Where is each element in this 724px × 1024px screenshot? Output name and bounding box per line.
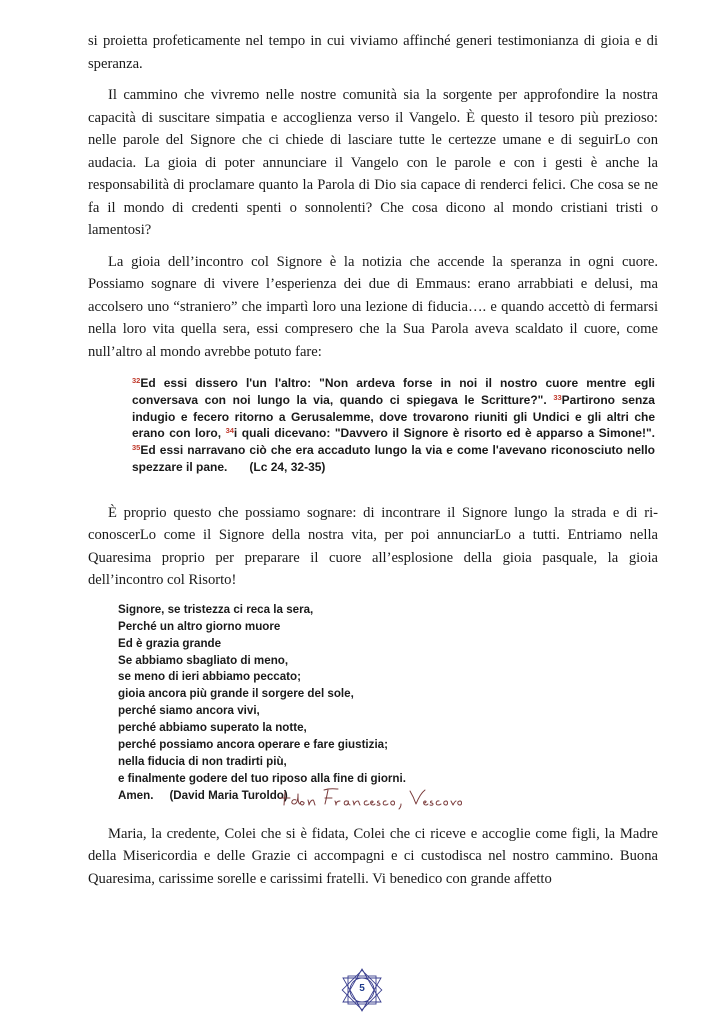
poem-author: (David Maria Turoldo) bbox=[169, 788, 288, 802]
verse-34: i quali dicevano: "Davvero il Signore è risorto ed è apparso a Simone!". bbox=[233, 426, 655, 441]
poem-line: perché possiamo ancora operare e fare giustizia; bbox=[118, 738, 388, 752]
paragraph-1: si proietta profeticamente nel tempo in cui viviamo affinché generi testimonianza di gioia e di speranza. bbox=[88, 33, 658, 72]
paragraph-2: Il cammino che vivremo nelle nostre comunità sia la sorgente per approfondire la nostra capacità di suscitare simpatia e accoglienza verso il Vangelo. È questo il tesoro più prezioso: nelle parole del Signore che ci chiede di lasciare tutte le certezze umane e di seguirLo con audacia. La gioia di poter annunciare il Vangelo con le parole e con i gesti è anche la responsabilità di proclamare quanto la Parola di Dio sia capace di renderci felici. Che cosa se ne fa il mondo di credenti spenti o sonnolenti? Che cosa dicono al mondo cristiani tristi o lamentosi? bbox=[88, 87, 658, 238]
scripture-quote bbox=[132, 375, 655, 476]
poem-line: nella fiducia di non tradirti più, bbox=[118, 754, 287, 768]
poem-line: gioia ancora più grande il sorgere del sole, bbox=[118, 687, 354, 701]
poem-amen: Amen. bbox=[118, 788, 154, 802]
paragraph-3: La gioia dell’incontro col Signore è la notizia che accende la speranza in ogni cuore. Possiamo sognare di vivere l’esperienza dei due di Emmaus: erano arrabbiati e delusi, ma accolsero uno “straniero” che impartì loro una lezione di fiducia…. e quando accettò di fermarsi nella loro vita quella sera, essi compresero che la Sua Parola aveva scaldato il cuore, come null’altro al mondo avrebbe potuto fare: bbox=[88, 253, 658, 360]
poem-line: e finalmente godere del tuo riposo alla fine di giorni. bbox=[118, 771, 406, 785]
verse-number-35: 35 bbox=[132, 443, 141, 453]
verse-number-32: 32 bbox=[132, 376, 141, 385]
poem-line: Perché un altro giorno muore bbox=[118, 619, 281, 633]
quote-reference: (Lc 24, 32-35) bbox=[249, 459, 326, 474]
poem-line: Se abbiamo sbagliato di meno, bbox=[118, 653, 289, 667]
page-content bbox=[88, 30, 658, 890]
verse-number-34: 34 bbox=[225, 426, 234, 436]
verse-33: Partirono senza indugio e fecero ritorno a Gerusalemme, dove trovarono riuniti gli Undici e gli altri che erano con loro, bbox=[132, 392, 655, 441]
paragraph-4: È proprio questo che possiamo sognare: di incontrare il Signore lungo la strada e di ri-conoscerLo come il Signore della nostra vita, per poi annunciarLo a tutti. Entriamo nella Quaresima proprio per preparare il cuore all’esplosione della gioia pasquale, la gioia dell’incontro col Risorto! bbox=[88, 504, 658, 589]
poem-line: Ed è grazia grande bbox=[118, 636, 222, 650]
poem-line: Signore, se tristezza ci reca la sera, bbox=[118, 602, 314, 616]
poem-line: se meno di ieri abbiamo peccato; bbox=[118, 670, 301, 684]
paragraph-5: Maria, la credente, Colei che si è fidata, Colei che ci riceve e accoglie come figli, la Madre della Misericordia e delle Grazie ci accompagni e ci custodisca nel nostro cammino. Buona Quaresima, carissime sorelle e carissimi fratelli. Vi benedico con grande affetto bbox=[88, 825, 658, 887]
poem-line: perché siamo ancora vivi, bbox=[118, 704, 260, 718]
verse-35: Ed essi narravano ciò che era accaduto lungo la via e come l'avevano riconosciuto nello spezzare il pane. bbox=[132, 443, 655, 474]
poem bbox=[118, 602, 658, 805]
poem-line: perché abbiamo superato la notte, bbox=[118, 721, 307, 735]
handwritten-signature bbox=[272, 776, 462, 816]
page-number: 5 bbox=[359, 983, 365, 994]
verse-number-33: 33 bbox=[553, 392, 562, 402]
verse-32: Ed essi dissero l'un l'altro: "Non ardeva forse in noi il nostro cuore mentre egli conversava con noi lungo la via, quando ci spiegava le Scritture?". bbox=[132, 376, 655, 407]
